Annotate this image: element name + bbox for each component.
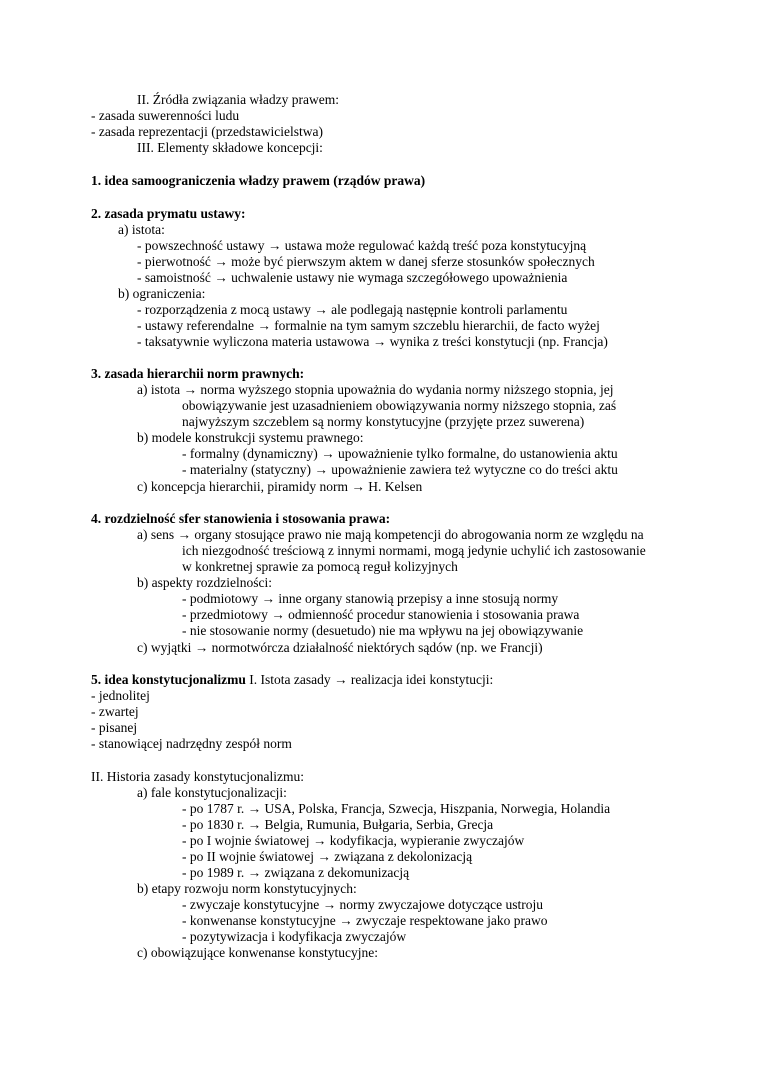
list-item: - po I wojnie światowej → kodyfikacja, wypieranie zwyczajów: [182, 833, 525, 848]
list-item: - rozporządzenia z mocą ustawy → ale podlegają następnie kontroli parlamentu: [137, 302, 568, 317]
list-item: - zwyczaje konstytucyjne → normy zwyczajowe dotyczące ustroju: [182, 897, 543, 912]
list-item: - ustawy referendalne → formalnie na tym samym szczeblu hierarchii, de facto wyżej: [137, 318, 600, 333]
section-3-b: b) modele konstrukcji systemu prawnego:: [137, 430, 364, 445]
section-5-a: a) fale konstytucjonalizacji:: [137, 785, 287, 800]
section-2-a: a) istota:: [118, 222, 165, 237]
elements-heading: III. Elementy składowe koncepcji:: [137, 140, 323, 155]
list-item: - zwartej: [91, 704, 139, 719]
list-item: - po II wojnie światowej → związana z dekolonizacją: [182, 849, 473, 864]
section-3-a-cont: najwyższym szczeblem są normy konstytucyjne (przyjęte przez suwerena): [182, 414, 585, 429]
list-item: - po 1989 r. → związana z dekomunizacją: [182, 865, 410, 880]
section-4-a-cont: w konkretnej sprawie za pomocą reguł kolizyjnych: [182, 559, 458, 574]
section-4-a: a) sens → organy stosujące prawo nie mają kompetencji do abrogowania norm ze względu na: [137, 527, 644, 542]
section-2-b: b) ograniczenia:: [118, 286, 206, 301]
list-item: - po 1787 r. → USA, Polska, Francja, Szwecja, Hiszpania, Norwegia, Holandia: [182, 801, 611, 816]
section-4-b: b) aspekty rozdzielności:: [137, 575, 272, 590]
list-item: - pisanej: [91, 720, 138, 735]
list-item: - stanowiącej nadrzędny zespół norm: [91, 736, 292, 751]
list-item: - przedmiotowy → odmienność procedur stanowienia i stosowania prawa: [182, 607, 580, 622]
list-item: - nie stosowanie normy (desuetudo) nie ma wpływu na jej obowiązywanie: [182, 623, 584, 638]
section-3-title: 3. zasada hierarchii norm prawnych:: [91, 366, 305, 381]
list-item: - taksatywnie wyliczona materia ustawowa → wynika z treści konstytucji (np. Francja): [137, 334, 608, 349]
section-5-b: b) etapy rozwoju norm konstytucyjnych:: [137, 881, 357, 896]
sources-heading: II. Źródła związania władzy prawem:: [137, 92, 340, 107]
section-5-title-line: [91, 672, 493, 688]
section-5-c: c) obowiązujące konwenanse konstytucyjne:: [137, 945, 379, 960]
section-3-c: c) koncepcja hierarchii, piramidy norm → H. Kelsen: [137, 479, 423, 494]
section-3-a-cont: obowiązywanie jest uzasadnieniem obowiązywania normy niższego stopnia, zaś: [182, 398, 617, 413]
section-2-title: 2. zasada prymatu ustawy:: [91, 206, 246, 221]
section-5-history-heading: II. Historia zasady konstytucjonalizmu:: [91, 769, 304, 784]
section-4-a-cont: ich niezgodność treściową z innymi normami, mogą jedynie uchylić ich zastosowanie: [182, 543, 646, 558]
list-item: - formalny (dynamiczny) → upoważnienie tylko formalne, do ustanowienia aktu: [182, 446, 618, 461]
list-item: - konwenanse konstytucyjne → zwyczaje respektowane jako prawo: [182, 913, 548, 928]
list-item: - pierwotność → może być pierwszym aktem w danej sferze stosunków społecznych: [137, 254, 595, 269]
list-item: - samoistność → uchwalenie ustawy nie wymaga szczegółowego upoważnienia: [137, 270, 568, 285]
list-item: - jednolitej: [91, 688, 150, 703]
list-item: - pozytywizacja i kodyfikacja zwyczajów: [182, 929, 407, 944]
list-item: - podmiotowy → inne organy stanowią przepisy a inne stosują normy: [182, 591, 559, 606]
list-item: - powszechność ustawy → ustawa może regulować każdą treść poza konstytucyjną: [137, 238, 587, 253]
section-4-c: c) wyjątki → normotwórcza działalność niektórych sądów (np. we Francji): [137, 640, 543, 655]
section-1-title: 1. idea samoograniczenia władzy prawem (rządów prawa): [91, 173, 426, 188]
section-3-a: a) istota → norma wyższego stopnia upoważnia do wydania normy niższego stopnia, jej: [137, 382, 614, 397]
list-item: - materialny (statyczny) → upoważnienie zawiera też wytyczne co do treści aktu: [182, 462, 618, 477]
section-4-title: 4. rozdzielność sfer stanowienia i stosowania prawa:: [91, 511, 391, 526]
section-5-title-rest: I. Istota zasady → realizacja idei konstytucji:: [245, 672, 494, 687]
list-item: - po 1830 r. → Belgia, Rumunia, Bułgaria, Serbia, Grecja: [182, 817, 494, 832]
list-item: - zasada suwerenności ludu: [91, 108, 240, 123]
list-item: - zasada reprezentacji (przedstawicielstwa): [91, 124, 323, 139]
section-5-title: 5. idea konstytucjonalizmu: [91, 672, 246, 687]
